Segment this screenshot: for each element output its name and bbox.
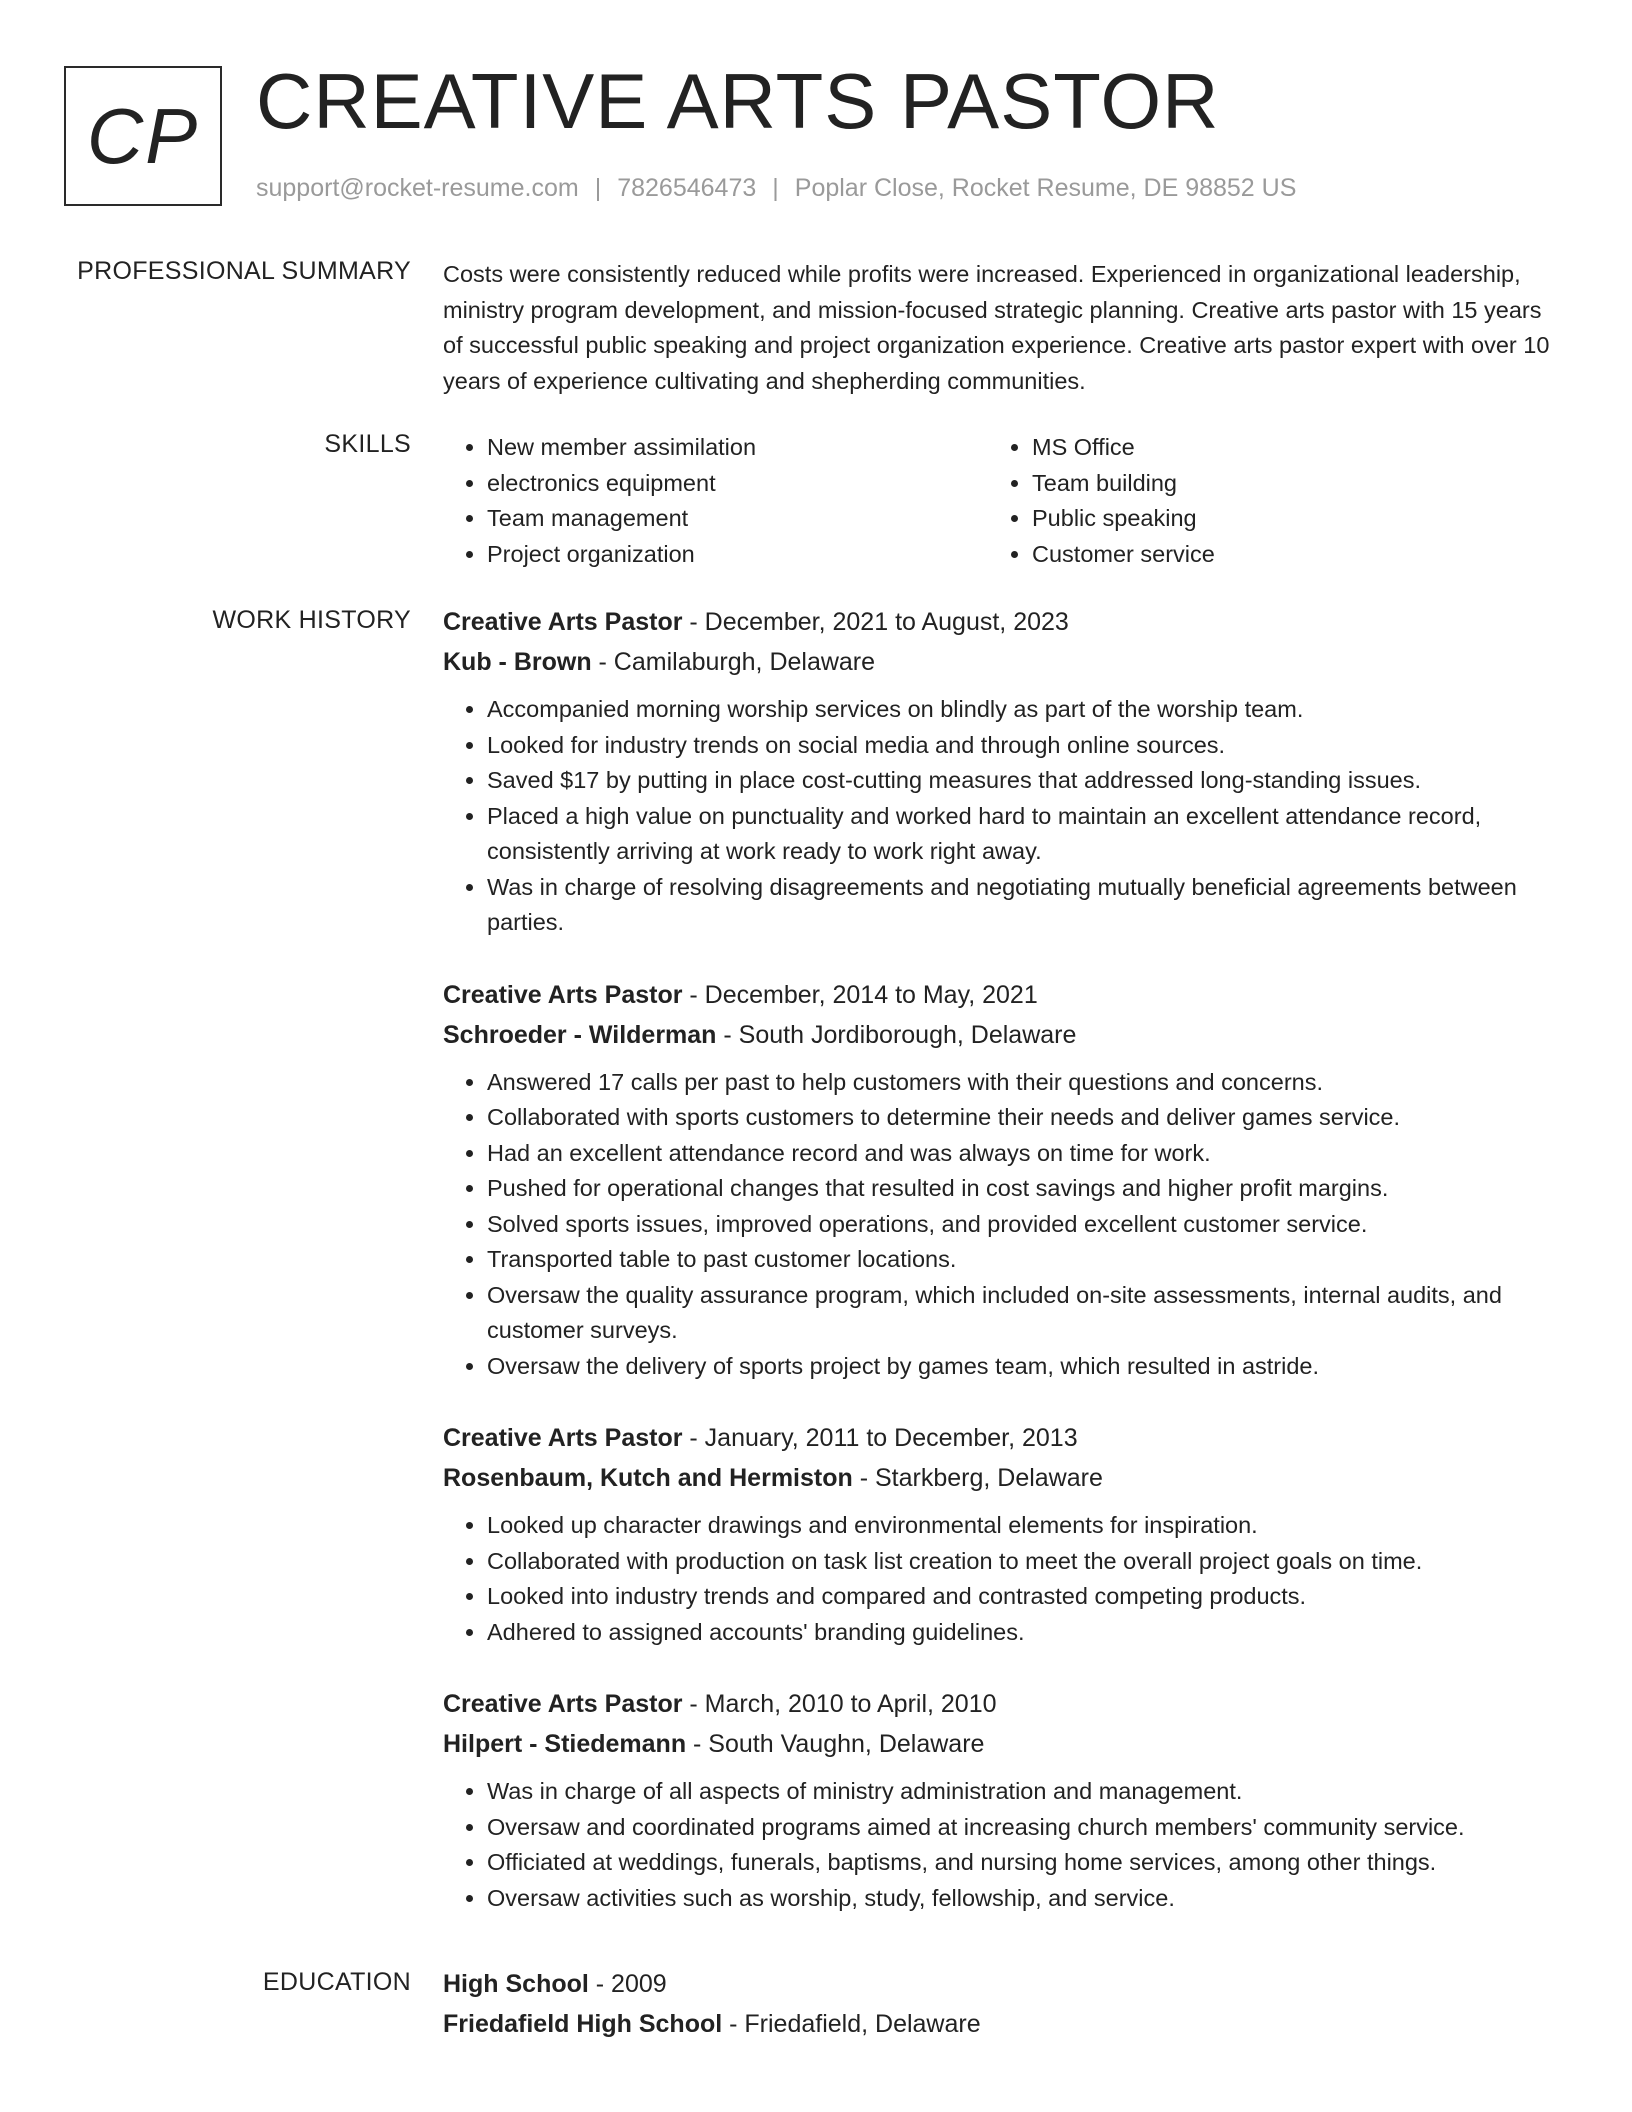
contact-separator: | <box>594 174 602 202</box>
page-title: CREATIVE ARTS PASTOR <box>256 57 1220 145</box>
section-label-work: WORK HISTORY <box>212 606 411 634</box>
job-entry <box>443 1418 1558 1650</box>
job-title: Creative Arts Pastor <box>443 1424 683 1452</box>
company-location: - Starkberg, Delaware <box>852 1464 1103 1492</box>
job-bullets <box>443 1508 1558 1650</box>
job-title: Creative Arts Pastor <box>443 980 683 1009</box>
job-bullets <box>443 1065 1558 1385</box>
job-bullet: • Was in charge of resolving disagreements and negotiating mutually beneficial agreements between parties. <box>487 870 1558 941</box>
contact-phone: 7826546473 <box>617 174 757 202</box>
job-bullet: • Oversaw and coordinated programs aimed at increasing church members' community service. <box>487 1810 1558 1846</box>
job-bullets <box>443 692 1558 941</box>
skill-item: • MS Office <box>1032 430 1533 466</box>
skill-item: • Public speaking <box>1032 501 1533 537</box>
skill-item: • Customer service <box>1032 537 1533 573</box>
job-bullets <box>443 1774 1558 1916</box>
contact-address: Poplar Close, Rocket Resume, DE 98852 US <box>794 174 1297 202</box>
summary-body <box>443 257 1558 399</box>
education-location: - Friedafield, Delaware <box>722 2010 981 2038</box>
company-location: - Camilaburgh, Delaware <box>591 648 876 676</box>
section-label-skills: SKILLS <box>324 430 411 458</box>
job-bullet: • Oversaw the quality assurance program, which included on-site assessments, internal audits, and customer surveys. <box>487 1278 1558 1349</box>
section-label-summary: PROFESSIONAL SUMMARY <box>77 257 411 285</box>
skill-item: • Team management <box>487 501 988 537</box>
education-degree: High School <box>443 1970 589 1998</box>
education-body <box>443 1964 1558 2054</box>
company-name: Kub - Brown <box>443 648 592 676</box>
skills-list-left <box>443 430 988 572</box>
job-entry <box>443 602 1558 941</box>
company-location: - South Jordiborough, Delaware <box>716 1020 1077 1049</box>
job-bullet: • Accompanied morning worship services on blindly as part of the worship team. <box>487 692 1558 728</box>
education-degree-line <box>443 1964 1558 2004</box>
job-bullet: • Oversaw the delivery of sports project by games team, which resulted in astride. <box>487 1349 1558 1385</box>
job-title-line <box>443 602 1558 642</box>
company-name: Hilpert - Stiedemann <box>443 1730 687 1758</box>
skills-list-right <box>988 430 1533 572</box>
job-title-line <box>443 1418 1558 1458</box>
job-bullet: • Saved $17 by putting in place cost-cutting measures that addressed long-standing issues. <box>487 763 1558 799</box>
summary-text: Costs were consistently reduced while profits were increased. Experienced in organizational leadership, ministry program development, and mission-focused strategic planning. Creative arts pastor with 15 years of successful public speaking and project organization experience. Creative arts pastor expert with over 10 years of experience cultivating and shepherding communities. <box>443 261 1550 394</box>
job-title: Creative Arts Pastor <box>443 608 683 636</box>
job-dates: - January, 2011 to December, 2013 <box>682 1424 1078 1452</box>
job-bullet: • Looked for industry trends on social media and through online sources. <box>487 728 1558 764</box>
job-bullet: • Looked into industry trends and compared and contrasted competing products. <box>487 1579 1558 1615</box>
monogram-box <box>64 66 222 206</box>
job-title-line <box>443 1684 1558 1724</box>
skills-body <box>443 430 1558 572</box>
contact-line <box>256 174 1296 203</box>
job-bullet: • Answered 17 calls per past to help customers with their questions and concerns. <box>487 1065 1558 1101</box>
job-bullet: • Solved sports issues, improved operations, and provided excellent customer service. <box>487 1207 1558 1243</box>
job-entry <box>443 975 1558 1385</box>
job-bullet: • Oversaw activities such as worship, study, fellowship, and service. <box>487 1881 1558 1917</box>
skill-item: • electronics equipment <box>487 466 988 502</box>
skill-item: • New member assimilation <box>487 430 988 466</box>
job-bullet: • Collaborated with sports customers to determine their needs and deliver games service. <box>487 1100 1558 1136</box>
company-line <box>443 1015 1558 1055</box>
job-bullet: • Adhered to assigned accounts' branding guidelines. <box>487 1615 1558 1651</box>
contact-separator: | <box>772 174 779 202</box>
company-name: Schroeder - Wilderman <box>443 1020 717 1049</box>
job-bullet: • Transported table to past customer locations. <box>487 1242 1558 1278</box>
job-dates: - December, 2014 to May, 2021 <box>682 980 1038 1009</box>
job-bullet: • Officiated at weddings, funerals, baptisms, and nursing home services, among other things. <box>487 1845 1558 1881</box>
education-year: - 2009 <box>588 1970 667 1998</box>
company-line <box>443 1458 1558 1498</box>
job-bullet: • Placed a high value on punctuality and worked hard to maintain an excellent attendance record, consistently arriving at work ready to work right away. <box>487 799 1558 870</box>
job-title-line <box>443 975 1558 1015</box>
education-school: Friedafield High School <box>443 2010 723 2038</box>
company-line <box>443 642 1558 682</box>
monogram-initials: CP <box>86 91 200 180</box>
job-entry <box>443 1684 1558 1916</box>
skill-item: • Project organization <box>487 537 988 573</box>
job-dates: - March, 2010 to April, 2010 <box>682 1690 997 1718</box>
job-bullet: • Collaborated with production on task list creation to meet the overall project goals on time. <box>487 1544 1558 1580</box>
job-bullet: • Had an excellent attendance record and was always on time for work. <box>487 1136 1558 1172</box>
education-school-line <box>443 2004 1558 2044</box>
job-bullet: • Looked up character drawings and environmental elements for inspiration. <box>487 1508 1558 1544</box>
company-location: - South Vaughn, Delaware <box>686 1730 985 1758</box>
job-dates: - December, 2021 to August, 2023 <box>682 608 1069 636</box>
job-bullet: • Pushed for operational changes that resulted in cost savings and higher profit margins. <box>487 1171 1558 1207</box>
job-title: Creative Arts Pastor <box>443 1690 683 1718</box>
section-label-education: EDUCATION <box>262 1968 411 1996</box>
work-history-body <box>443 602 1558 1950</box>
contact-email: support@rocket-resume.com <box>256 174 579 202</box>
job-bullet: • Was in charge of all aspects of ministry administration and management. <box>487 1774 1558 1810</box>
company-line <box>443 1724 1558 1764</box>
skill-item: • Team building <box>1032 466 1533 502</box>
company-name: Rosenbaum, Kutch and Hermiston <box>443 1464 853 1492</box>
